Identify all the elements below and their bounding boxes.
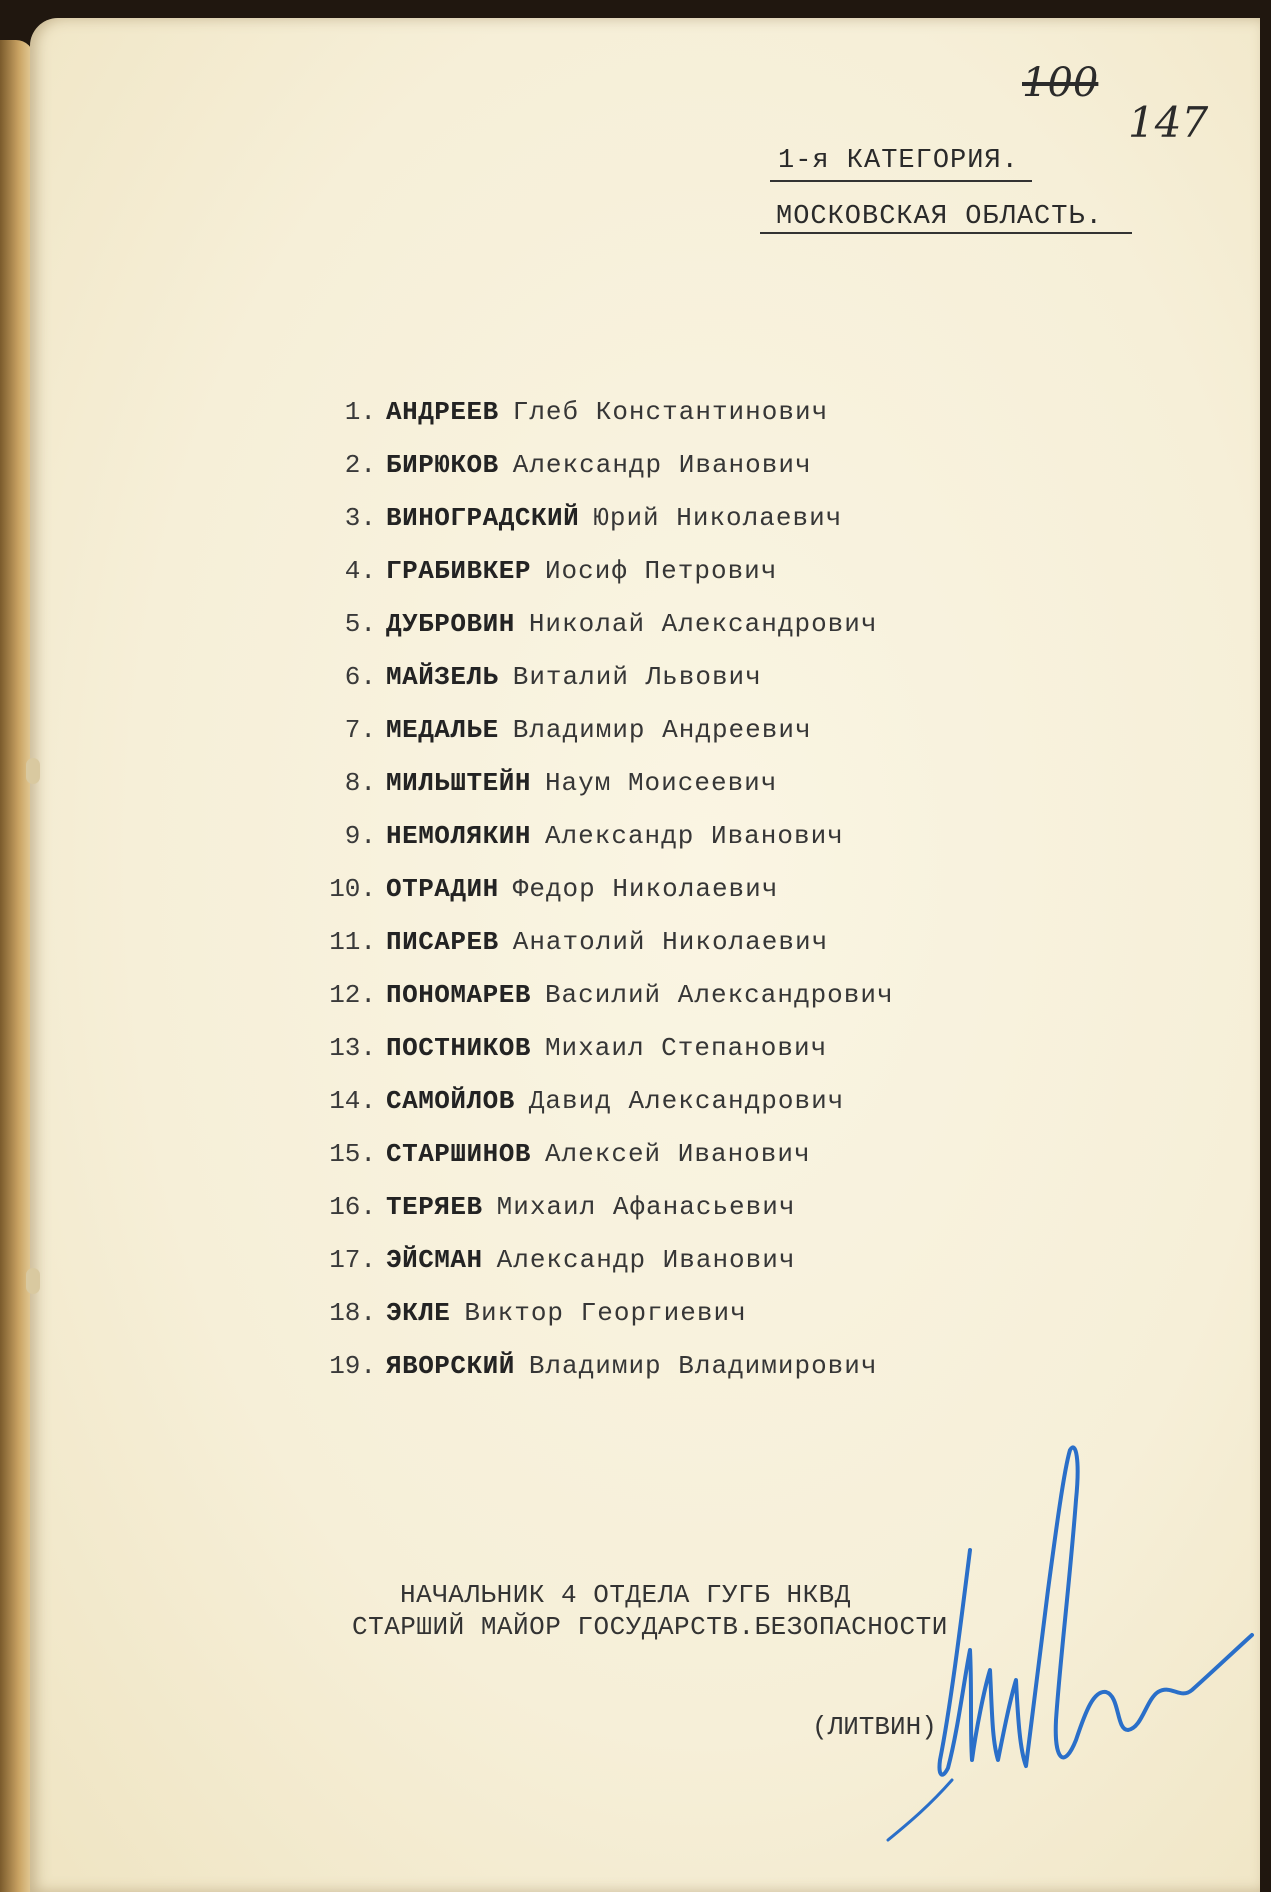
list-item	[300, 650, 894, 703]
region-heading: МОСКОВСКАЯ ОБЛАСТЬ.	[776, 202, 1103, 232]
surname: АНДРЕЕВ	[386, 396, 499, 427]
binding-hole	[26, 1268, 40, 1294]
given-names: Михаил Афанасьевич	[496, 1191, 796, 1222]
item-number: 19.	[329, 1350, 376, 1381]
list-item	[300, 1021, 894, 1074]
given-names: Александр Иванович	[496, 1244, 796, 1275]
surname: ПИСАРЕВ	[386, 926, 499, 957]
surname: ДУБРОВИН	[386, 608, 515, 639]
signatory-name: (ЛИТВИН)	[812, 1712, 937, 1742]
list-item	[300, 756, 894, 809]
surname: ОТРАДИН	[386, 873, 499, 904]
list-item	[300, 1286, 894, 1339]
surname: ВИНОГРАДСКИЙ	[386, 502, 580, 533]
list-item	[300, 385, 894, 438]
given-names: Владимир Владимирович	[528, 1350, 878, 1381]
list-item	[300, 1074, 894, 1127]
item-number: 15.	[329, 1138, 376, 1169]
list-item	[300, 809, 894, 862]
category-heading: 1-я КАТЕГОРИЯ.	[778, 146, 1019, 176]
surname: БИРЮКОВ	[386, 449, 499, 480]
signatory-position: НАЧАЛЬНИК 4 ОТДЕЛА ГУГБ НКВД	[400, 1580, 851, 1610]
given-names: Анатолий Николаевич	[512, 926, 829, 957]
surname: САМОЙЛОВ	[386, 1085, 515, 1116]
surname: ПОСТНИКОВ	[386, 1032, 531, 1063]
item-number: 1.	[344, 396, 376, 427]
list-item	[300, 597, 894, 650]
list-item	[300, 862, 894, 915]
item-number: 4.	[344, 555, 376, 586]
surname: ЭЙСМАН	[386, 1244, 483, 1275]
list-item	[300, 544, 894, 597]
surname: НЕМОЛЯКИН	[386, 820, 531, 851]
adjacent-page-edge	[0, 40, 34, 1892]
given-names: Федор Николаевич	[512, 873, 779, 904]
list-item	[300, 1233, 894, 1286]
item-number: 17.	[329, 1244, 376, 1275]
given-names: Михаил Степанович	[544, 1032, 828, 1063]
list-item	[300, 1180, 894, 1233]
surname: ЯВОРСКИЙ	[386, 1350, 515, 1381]
signature-tail	[888, 1780, 952, 1840]
given-names: Александр Иванович	[512, 449, 812, 480]
item-number: 5.	[344, 608, 376, 639]
surname: МАЙЗЕЛЬ	[386, 661, 499, 692]
item-number: 6.	[344, 661, 376, 692]
list-item	[300, 968, 894, 1021]
surname: ТЕРЯЕВ	[386, 1191, 483, 1222]
item-number: 10.	[329, 873, 376, 904]
list-item	[300, 1339, 894, 1392]
given-names: Иосиф Петрович	[544, 555, 778, 586]
list-item	[300, 915, 894, 968]
given-names: Владимир Андреевич	[512, 714, 812, 745]
heading-underline	[760, 232, 1132, 234]
list-item	[300, 1127, 894, 1180]
heading-underline	[770, 180, 1032, 182]
item-number: 13.	[329, 1032, 376, 1063]
given-names: Виталий Львович	[512, 661, 762, 692]
folio-number: 147	[1128, 98, 1209, 147]
given-names: Александр Иванович	[544, 820, 844, 851]
given-names: Николай Александрович	[528, 608, 878, 639]
list-item	[300, 491, 894, 544]
given-names: Юрий Николаевич	[593, 502, 843, 533]
given-names: Василий Александрович	[544, 979, 894, 1010]
list-item	[300, 703, 894, 756]
binding-hole	[26, 758, 40, 784]
surname: МЕДАЛЬЕ	[386, 714, 499, 745]
given-names: Виктор Георгиевич	[464, 1297, 747, 1328]
item-number: 9.	[344, 820, 376, 851]
item-number: 12.	[329, 979, 376, 1010]
surname: МИЛЬШТЕЙН	[386, 767, 531, 798]
surname: СТАРШИНОВ	[386, 1138, 531, 1169]
item-number: 16.	[329, 1191, 376, 1222]
given-names: Наум Моисеевич	[544, 767, 778, 798]
signatory-rank: СТАРШИЙ МАЙОР ГОСУДАРСТВ.БЕЗОПАСНОСТИ	[352, 1612, 948, 1642]
surname: ГРАБИВКЕР	[386, 555, 531, 586]
list-item	[300, 438, 894, 491]
given-names: Алексей Иванович	[544, 1138, 811, 1169]
item-number: 3.	[344, 502, 376, 533]
given-names: Глеб Константинович	[512, 396, 829, 427]
item-number: 18.	[329, 1297, 376, 1328]
given-names: Давид Александрович	[528, 1085, 845, 1116]
item-number: 7.	[344, 714, 376, 745]
handwritten-signature	[880, 1430, 1260, 1850]
item-number: 11.	[329, 926, 376, 957]
surname: ЭКЛЕ	[386, 1297, 451, 1328]
item-number: 14.	[329, 1085, 376, 1116]
item-number: 8.	[344, 767, 376, 798]
struck-folio-number: 100	[1022, 60, 1099, 106]
surname: ПОНОМАРЕВ	[386, 979, 531, 1010]
name-list	[300, 385, 894, 1392]
item-number: 2.	[344, 449, 376, 480]
signature-stroke	[939, 1447, 1252, 1774]
